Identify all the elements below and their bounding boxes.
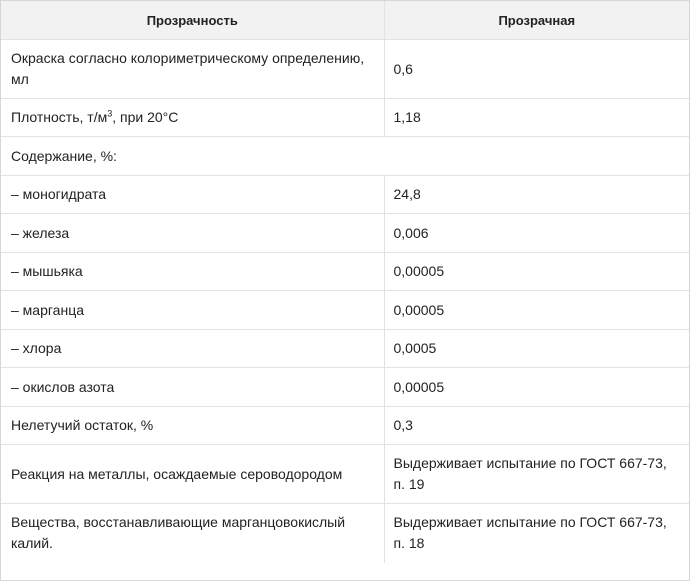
row-label: – окислов азота — [1, 368, 384, 407]
row-value: Выдерживает испытание по ГОСТ 667-73, п. 18 — [384, 504, 689, 563]
section-label: Содержание, %: — [1, 137, 689, 176]
row-label: Окраска согласно колориметрическому определению, мл — [1, 40, 384, 99]
row-label: – моногидрата — [1, 176, 384, 214]
row-value: 0,6 — [384, 40, 689, 99]
spec-table — [1, 1, 689, 563]
row-value: 0,006 — [384, 214, 689, 253]
row-value: 0,00005 — [384, 291, 689, 330]
table-row — [1, 291, 689, 330]
row-label: – марганца — [1, 291, 384, 330]
row-value: 0,3 — [384, 407, 689, 445]
row-label: – мышьяка — [1, 253, 384, 291]
row-label: Нелетучий остаток, % — [1, 407, 384, 445]
table-row — [1, 407, 689, 445]
table-row — [1, 40, 689, 99]
table-row — [1, 330, 689, 368]
header-value: Прозрачная — [384, 1, 689, 40]
label-superscript: 3 — [107, 108, 113, 119]
table-row — [1, 176, 689, 214]
row-label: Реакция на металлы, осаждаемые сероводородом — [1, 445, 384, 504]
table-row — [1, 214, 689, 253]
row-value: 0,00005 — [384, 368, 689, 407]
row-value: 1,18 — [384, 99, 689, 137]
table-row — [1, 504, 689, 563]
row-value: 24,8 — [384, 176, 689, 214]
label-text-suffix: , при 20°С — [112, 109, 179, 125]
label-text: Плотность, т/м — [11, 109, 108, 125]
table-header-row — [1, 1, 689, 40]
row-label: – железа — [1, 214, 384, 253]
row-label: – хлора — [1, 330, 384, 368]
table-row — [1, 445, 689, 504]
table-row — [1, 368, 689, 407]
table-row — [1, 253, 689, 291]
table-section-row — [1, 137, 689, 176]
header-property: Прозрачность — [1, 1, 384, 40]
row-label — [1, 99, 384, 137]
row-value: Выдерживает испытание по ГОСТ 667-73, п. 19 — [384, 445, 689, 504]
row-value: 0,00005 — [384, 253, 689, 291]
table-row — [1, 99, 689, 137]
row-value: 0,0005 — [384, 330, 689, 368]
row-label: Вещества, восстанавливающие марганцовокислый калий. — [1, 504, 384, 563]
